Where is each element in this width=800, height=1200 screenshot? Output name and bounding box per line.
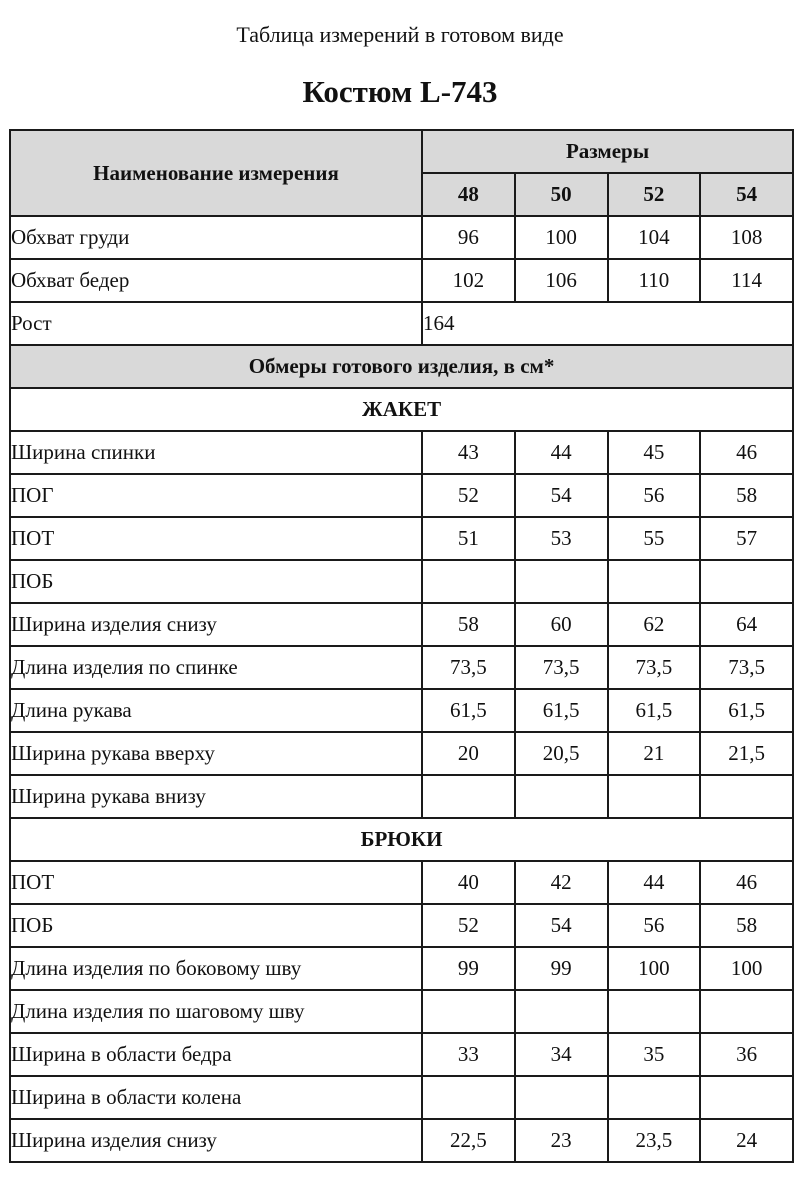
size-cell: 50 bbox=[515, 173, 608, 216]
measurement-value: 62 bbox=[608, 603, 701, 646]
table-row bbox=[10, 1033, 793, 1076]
table-row bbox=[10, 861, 793, 904]
table-row bbox=[10, 646, 793, 689]
measurement-value: 21,5 bbox=[700, 732, 793, 775]
measurement-value: 106 bbox=[515, 259, 608, 302]
measurement-value: 44 bbox=[608, 861, 701, 904]
measurement-name: Рост bbox=[10, 302, 422, 345]
size-cell: 52 bbox=[608, 173, 701, 216]
section-title-row bbox=[10, 818, 793, 861]
measurement-value: 46 bbox=[700, 431, 793, 474]
measurement-value: 24 bbox=[700, 1119, 793, 1162]
measurement-value: 96 bbox=[422, 216, 515, 259]
measurement-value: 73,5 bbox=[700, 646, 793, 689]
measurement-value bbox=[608, 775, 701, 818]
measurement-value: 110 bbox=[608, 259, 701, 302]
table-row bbox=[10, 1119, 793, 1162]
measurement-value bbox=[608, 560, 701, 603]
measurement-name: ПОГ bbox=[10, 474, 422, 517]
measurement-value: 53 bbox=[515, 517, 608, 560]
measurement-value: 57 bbox=[700, 517, 793, 560]
table-row bbox=[10, 904, 793, 947]
measurement-name: Длина изделия по спинке bbox=[10, 646, 422, 689]
measurement-value: 46 bbox=[700, 861, 793, 904]
table-row bbox=[10, 689, 793, 732]
measurement-name: Ширина изделия снизу bbox=[10, 1119, 422, 1162]
measurement-value: 102 bbox=[422, 259, 515, 302]
measurement-value: 104 bbox=[608, 216, 701, 259]
measurement-value: 20 bbox=[422, 732, 515, 775]
measurement-name: Ширина спинки bbox=[10, 431, 422, 474]
measurement-value: 64 bbox=[700, 603, 793, 646]
measurement-value bbox=[700, 990, 793, 1033]
header-row bbox=[10, 130, 793, 173]
measurement-value: 55 bbox=[608, 517, 701, 560]
measurement-value: 100 bbox=[515, 216, 608, 259]
measurement-value: 36 bbox=[700, 1033, 793, 1076]
measurement-name-header: Наименование измерения bbox=[10, 130, 422, 216]
measurement-value: 40 bbox=[422, 861, 515, 904]
measurement-name: Ширина изделия снизу bbox=[10, 603, 422, 646]
measurement-value: 43 bbox=[422, 431, 515, 474]
measurement-name: Ширина в области колена bbox=[10, 1076, 422, 1119]
measurement-value: 58 bbox=[422, 603, 515, 646]
measurement-value: 99 bbox=[515, 947, 608, 990]
measurement-name: Ширина в области бедра bbox=[10, 1033, 422, 1076]
measurement-value: 56 bbox=[608, 474, 701, 517]
measurement-value: 23,5 bbox=[608, 1119, 701, 1162]
size-cell: 48 bbox=[422, 173, 515, 216]
table-row bbox=[10, 732, 793, 775]
measurement-value: 54 bbox=[515, 904, 608, 947]
finished-garment-header-row bbox=[10, 345, 793, 388]
measurement-name: Обхват груди bbox=[10, 216, 422, 259]
document-title: Костюм L-743 bbox=[302, 74, 498, 109]
measurement-value: 20,5 bbox=[515, 732, 608, 775]
measurement-value: 99 bbox=[422, 947, 515, 990]
table-row bbox=[10, 216, 793, 259]
measurement-value bbox=[422, 990, 515, 1033]
measurement-value: 58 bbox=[700, 474, 793, 517]
measurement-value bbox=[700, 1076, 793, 1119]
table-row bbox=[10, 431, 793, 474]
height-row bbox=[10, 302, 793, 345]
measurement-value bbox=[515, 560, 608, 603]
measurement-value bbox=[422, 1076, 515, 1119]
measurement-value: 58 bbox=[700, 904, 793, 947]
measurement-value: 61,5 bbox=[608, 689, 701, 732]
measurement-value: 22,5 bbox=[422, 1119, 515, 1162]
measurement-value bbox=[700, 775, 793, 818]
table-row bbox=[10, 990, 793, 1033]
measurement-value: 56 bbox=[608, 904, 701, 947]
measurement-value: 23 bbox=[515, 1119, 608, 1162]
measurement-name: ПОТ bbox=[10, 861, 422, 904]
measurement-value: 73,5 bbox=[422, 646, 515, 689]
measurement-value: 52 bbox=[422, 474, 515, 517]
measurement-value: 52 bbox=[422, 904, 515, 947]
measurement-value: 100 bbox=[700, 947, 793, 990]
measurement-value bbox=[515, 1076, 608, 1119]
table-row bbox=[10, 259, 793, 302]
measurement-value bbox=[700, 560, 793, 603]
measurement-value bbox=[608, 1076, 701, 1119]
measurement-value: 21 bbox=[608, 732, 701, 775]
table-row bbox=[10, 560, 793, 603]
measurement-value: 51 bbox=[422, 517, 515, 560]
measurement-name: Длина изделия по шаговому шву bbox=[10, 990, 422, 1033]
measurements-table bbox=[9, 129, 794, 1163]
measurement-value bbox=[422, 775, 515, 818]
measurement-name: ПОБ bbox=[10, 904, 422, 947]
table-row bbox=[10, 1076, 793, 1119]
sizes-header: Размеры bbox=[422, 130, 793, 173]
measurement-value bbox=[422, 560, 515, 603]
measurement-name: Обхват бедер bbox=[10, 259, 422, 302]
measurement-value: 114 bbox=[700, 259, 793, 302]
section-title: БРЮКИ bbox=[10, 818, 793, 861]
measurement-name: Длина изделия по боковому шву bbox=[10, 947, 422, 990]
measurement-value: 73,5 bbox=[608, 646, 701, 689]
measurement-value: 35 bbox=[608, 1033, 701, 1076]
measurement-value: 34 bbox=[515, 1033, 608, 1076]
measurement-name: ПОТ bbox=[10, 517, 422, 560]
measurement-value: 33 bbox=[422, 1033, 515, 1076]
table-row bbox=[10, 517, 793, 560]
measurement-value bbox=[515, 775, 608, 818]
measurement-name: Ширина рукава внизу bbox=[10, 775, 422, 818]
measurement-value: 61,5 bbox=[700, 689, 793, 732]
measurement-value: 108 bbox=[700, 216, 793, 259]
measurement-value: 61,5 bbox=[515, 689, 608, 732]
document-subtitle: Таблица измерений в готовом виде bbox=[236, 22, 564, 47]
finished-garment-header: Обмеры готового изделия, в см* bbox=[10, 345, 793, 388]
table-row bbox=[10, 603, 793, 646]
measurement-value: 60 bbox=[515, 603, 608, 646]
table-row bbox=[10, 775, 793, 818]
measurement-value: 100 bbox=[608, 947, 701, 990]
section-title-row bbox=[10, 388, 793, 431]
measurement-name: Ширина рукава вверху bbox=[10, 732, 422, 775]
section-title: ЖАКЕТ bbox=[10, 388, 793, 431]
measurements-table-body bbox=[10, 130, 793, 1162]
measurement-value: 54 bbox=[515, 474, 608, 517]
table-row bbox=[10, 947, 793, 990]
measurement-value bbox=[515, 990, 608, 1033]
measurement-value: 61,5 bbox=[422, 689, 515, 732]
height-value: 164 bbox=[422, 302, 793, 345]
measurement-name: ПОБ bbox=[10, 560, 422, 603]
measurement-value: 45 bbox=[608, 431, 701, 474]
measurement-value bbox=[608, 990, 701, 1033]
measurement-name: Длина рукава bbox=[10, 689, 422, 732]
table-row bbox=[10, 474, 793, 517]
size-cell: 54 bbox=[700, 173, 793, 216]
measurement-value: 73,5 bbox=[515, 646, 608, 689]
measurement-value: 42 bbox=[515, 861, 608, 904]
measurement-value: 44 bbox=[515, 431, 608, 474]
